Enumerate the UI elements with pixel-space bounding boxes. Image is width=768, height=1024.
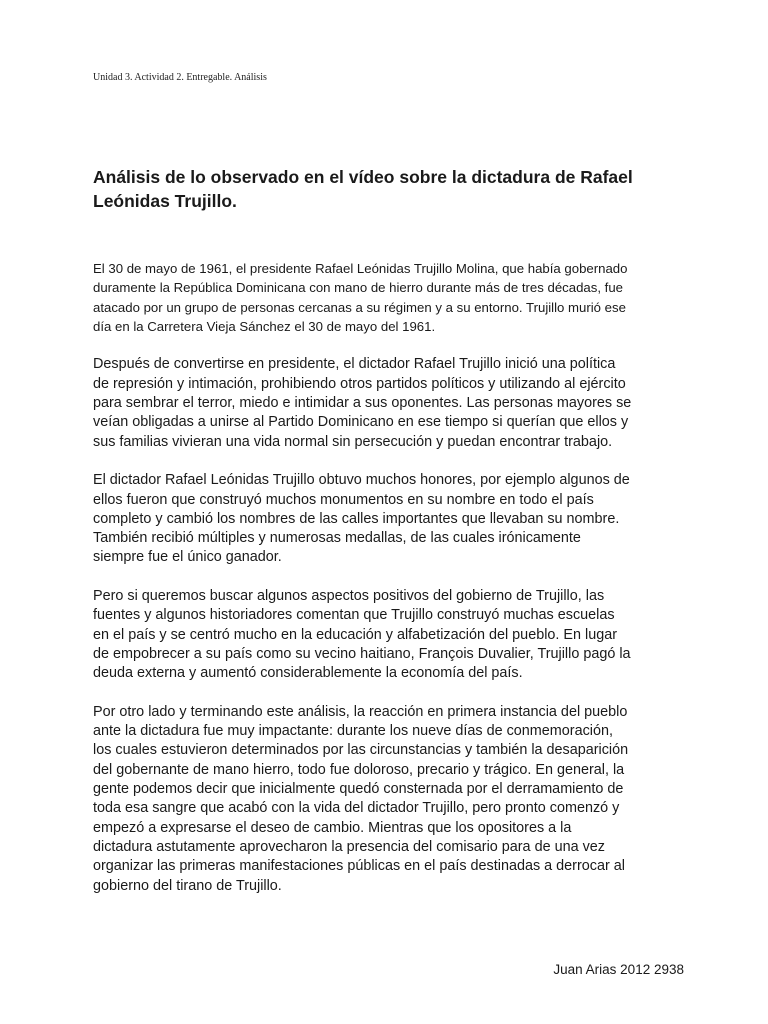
paragraph-line: ellos fueron que construyó muchos monumentos en su nombre en todo el país xyxy=(93,491,594,508)
paragraph-line: Después de convertirse en presidente, el dictador Rafael Trujillo inició una política xyxy=(93,356,616,373)
document-body xyxy=(93,259,683,915)
document-title xyxy=(93,165,683,213)
paragraph-line: fuentes y algunos historiadores comentan que Trujillo construyó muchas escuelas xyxy=(93,607,615,624)
paragraph-2 xyxy=(93,355,683,451)
paragraph-line: gente podemos decir que inicialmente quedó consternada por el derramamiento de xyxy=(93,781,624,798)
paragraph-4 xyxy=(93,587,683,683)
paragraph-line: empezó a expresarse el deseo de cambio. Mientras que los opositores a la xyxy=(93,819,572,836)
author-footer: Juan Arias 2012 2938 xyxy=(553,962,684,977)
paragraph-line: veían obligadas a unirse al Partido Dominicano en ese tiempo si querían que ellos y xyxy=(93,414,629,431)
paragraph-line: gobierno del tirano de Trujillo. xyxy=(93,877,282,894)
paragraph-line: los cuales estuvieron determinados por las circunstancias y también la desaparición xyxy=(93,742,629,759)
paragraph-line: completo y cambió los nombres de las calles importantes que llevaban su nombre. xyxy=(93,510,620,527)
paragraph-line: atacado por un grupo de personas cercanas a su régimen y a su entorno. Trujillo murió ese xyxy=(93,299,626,315)
paragraph-line: día en la Carretera Vieja Sánchez el 30 de mayo del 1961. xyxy=(93,318,436,334)
title-line: Análisis de lo observado en el vídeo sobre la dictadura de Rafael xyxy=(93,167,633,187)
paragraph-3 xyxy=(93,471,683,567)
paragraph-line: de empobrecer a su país como su vecino haitiano, François Duvalier, Trujillo pagó la xyxy=(93,645,631,662)
paragraph-line: El dictador Rafael Leónidas Trujillo obtuvo muchos honores, por ejemplo algunos de xyxy=(93,472,630,489)
paragraph-line: organizar las primeras manifestaciones públicas en el país destinadas a derrocar al xyxy=(93,858,625,875)
paragraph-line: El 30 de mayo de 1961, el presidente Rafael Leónidas Trujillo Molina, que había gobernado xyxy=(93,261,628,276)
paragraph-line: sus familias vivieran una vida normal sin persecución y puedan encontrar trabajo. xyxy=(93,433,613,450)
paragraph-line: de represión y intimación, prohibiendo otros partidos políticos y utilizando al ejército xyxy=(93,375,626,392)
paragraph-line: También recibió múltiples y numerosas medallas, de las cuales irónicamente xyxy=(93,530,581,547)
paragraph-line: Pero si queremos buscar algunos aspectos positivos del gobierno de Trujillo, las xyxy=(93,588,605,605)
title-line: Leónidas Trujillo. xyxy=(93,191,237,211)
paragraph-5 xyxy=(93,703,683,896)
paragraph-line: en el país y se centró mucho en la educación y alfabetización del pueblo. En lugar xyxy=(93,626,617,643)
paragraph-line: del gobernante de mano hierro, todo fue doloroso, precario y trágico. En general, la xyxy=(93,761,625,778)
paragraph-line: para sembrar el terror, miedo e intimidar a sus oponentes. Las personas mayores se xyxy=(93,395,632,412)
paragraph-line: dictadura astutamente aprovecharon la presencia del comisario para de una vez xyxy=(93,838,605,855)
paragraph-line: duramente la República Dominicana con mano de hierro durante más de tres décadas, fue xyxy=(93,280,624,296)
paragraph-1 xyxy=(93,259,683,336)
document-header: Unidad 3. Actividad 2. Entregable. Análisis xyxy=(93,72,267,83)
paragraph-line: ante la dictadura fue muy impactante: durante los nueve días de conmemoración, xyxy=(93,723,613,740)
paragraph-line: siempre fue el único ganador. xyxy=(93,549,282,566)
paragraph-line: toda esa sangre que acabó con la vida del dictador Trujillo, pero pronto comenzó y xyxy=(93,800,620,817)
paragraph-line: deuda externa y aumentó considerablemente la economía del país. xyxy=(93,665,523,682)
paragraph-line: Por otro lado y terminando este análisis, la reacción en primera instancia del pueblo xyxy=(93,703,628,720)
